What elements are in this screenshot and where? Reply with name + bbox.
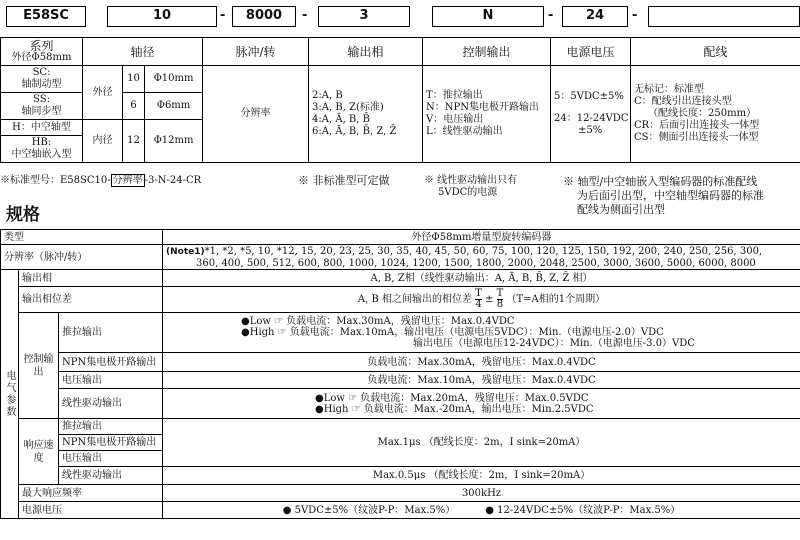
spec-control-label: 控制输出 xyxy=(19,313,59,419)
spec-voltage-output-label: 电压输出 xyxy=(59,372,163,389)
control-cell: T：推拉输出 N：NPN集电极开路输出 V：电压输出 L：线性驱动输出 xyxy=(423,66,551,163)
spec-npn-label: NPN集电极开路输出 xyxy=(59,353,163,372)
code-separator: - xyxy=(302,8,308,23)
spec-voltage-output-value: 负载电流：Max.10mA，残留电压：Max.0.4VDC xyxy=(163,372,800,389)
spec-electrical-label: 电气参数 xyxy=(1,270,19,519)
spec-title: 规格 xyxy=(6,205,40,225)
spec-table xyxy=(0,229,800,519)
spec-resp-row: NPN集电极开路输出 xyxy=(59,435,163,451)
ppr-cell: 分辨率 xyxy=(203,66,309,163)
spec-line-driver-label: 线性驱动输出 xyxy=(59,389,163,419)
spec-output-phase-value: A, B, Z相（线性驱动输出：A, Ā, B, B̄, Z, Z̄ 相） xyxy=(163,270,800,287)
code-control: N xyxy=(432,6,544,27)
spec-max-freq-label: 最大响应频率 xyxy=(19,485,163,502)
header-series: 系列 外径Φ58mm xyxy=(1,38,83,66)
code-series: E58SC xyxy=(6,6,86,27)
line-driver-note: ※ 线性驱动输出只有 5VDC的电源 xyxy=(424,175,518,198)
spec-response-label: 响应速度 xyxy=(19,419,59,485)
shaft-code: 12 xyxy=(123,120,145,163)
code-wiring xyxy=(648,6,800,27)
header-ppr: 脉冲/转 xyxy=(203,38,309,66)
header-control: 控制输出 xyxy=(423,38,551,66)
code-ppr: 8000 xyxy=(232,6,296,27)
spec-type-value: 外径Φ58mm增量型旋转编码器 xyxy=(163,230,800,245)
spec-resp-row: 电压输出 xyxy=(59,451,163,467)
wiring-cell: 无标记：标准型 C：配线引出连接头型 （配线长度：250mm） CR：后面引出连接头一体型 CS：侧面引出连接头一体型 xyxy=(631,66,800,163)
spec-phase-diff-label: 输出相位差 xyxy=(19,287,163,313)
phase-cell: 2:A, B 3:A, B, Z(标准) 4:A, Ā, B, B̄ 6:A, Ā, B, B̄, Z, Z̄ xyxy=(309,66,423,163)
series-cell: HB: 中空轴嵌入型 xyxy=(1,136,83,163)
series-cell: SS: 轴同步型 xyxy=(1,93,83,120)
ordering-table xyxy=(0,37,800,163)
standard-model-note: ※标准型号：E58SC10- 分辨率 -3-N-24-CR xyxy=(0,175,202,186)
shaft-outer-label: 外径 xyxy=(83,66,123,120)
shaft-size: Φ6mm xyxy=(145,93,203,120)
series-cell: H：中空轴型 xyxy=(1,120,83,136)
spec-resp-row: 推拉输出 xyxy=(59,419,163,435)
shaft-size: Φ10mm xyxy=(145,66,203,93)
spec-phase-diff-value: A, B 相之间输出的相位差 $\frac{T}{4}$ ± $\frac{T}{8}$ （T=A相的1个周期） xyxy=(163,287,800,313)
shaft-code: 6 xyxy=(123,93,145,120)
voltage-cell: 5：5VDC±5% 24：12-24VDC ±5% xyxy=(551,66,631,163)
code-voltage: 24 xyxy=(562,6,628,27)
header-phase: 输出相 xyxy=(309,38,423,66)
nonstandard-note: ※ 非标准型可定做 xyxy=(298,174,390,187)
spec-ppr-label: 分辨率（脉冲/转） xyxy=(1,245,163,270)
spec-supply-label: 电源电压 xyxy=(19,502,163,519)
spec-output-phase-label: 输出相 xyxy=(19,270,163,287)
code-phase: 3 xyxy=(318,6,410,27)
spec-max-freq-value: 300kHz xyxy=(163,485,800,502)
code-separator: - xyxy=(220,8,226,23)
spec-resp-row: 线性驱动输出 xyxy=(59,467,163,485)
series-cell: SC: 轴制动型 xyxy=(1,66,83,93)
shaft-inner-label: 内径 xyxy=(83,120,123,163)
shaft-code: 10 xyxy=(123,66,145,93)
spec-supply-value: ● 5VDC±5%（纹波P-P：Max.5%） ● 12-24VDC±5%（纹波P-P：Max.5%） xyxy=(163,502,800,519)
spec-resp-value: Max.0.5μs （配线长度：2m，I sink=20mA） xyxy=(163,467,800,485)
code-separator: - xyxy=(548,8,554,23)
header-shaft: 轴径 xyxy=(83,38,203,66)
spec-type-label: 类型 xyxy=(1,230,163,245)
shaft-size: Φ12mm xyxy=(145,120,203,163)
spec-resp-value: Max.1μs （配线长度：2m，I sink=20mA） xyxy=(163,419,800,467)
header-voltage: 电源电压 xyxy=(551,38,631,66)
spec-ppr-value: (Note1)*1, *2, *5, 10, *12, 15, 20, 23, 25, 30, 35, 40, 45, 50, 60, 75, 100, 120, 125, 150, 192, 200, 240, 250, 256, 300, 360, 400, 500, 512, 600, 800, 1000, 1024, 1200, 1500, 1800, 2000, 2048, 2500, 3000, 3600, 5000, 6000, 8000 xyxy=(163,245,800,270)
spec-line-driver-value: ●Low ☞ 负载电流：Max.20mA，残留电压：Max.0.5VDC ●High ☞ 负载电流：Max.-20mA，输出电压：Min.2.5VDC xyxy=(163,389,800,419)
code-separator: - xyxy=(632,8,638,23)
spec-pushpull-label: 推拉输出 xyxy=(59,313,163,353)
wiring-note: ※ 轴型/中空轴嵌入型编码器的标准配线 为后面引出型，中空轴型编码器的标准 配线为侧面引出型 xyxy=(563,175,764,216)
spec-npn-value: 负载电流：Max.30mA，残留电压：Max.0.4VDC xyxy=(163,353,800,372)
header-wiring: 配线 xyxy=(631,38,800,66)
code-shaft: 10 xyxy=(107,6,217,27)
spec-pushpull-value: ●Low ☞ 负载电流：Max.30mA，残留电压：Max.0.4VDC ●High ☞ 负载电流：Max.10mA，输出电压（电源电压5VDC）：Min.（电源电压-2.0）VDC 输出电压（电源电压12-24VDC）：Min.（电源电压-3.0）VDC xyxy=(163,313,800,353)
